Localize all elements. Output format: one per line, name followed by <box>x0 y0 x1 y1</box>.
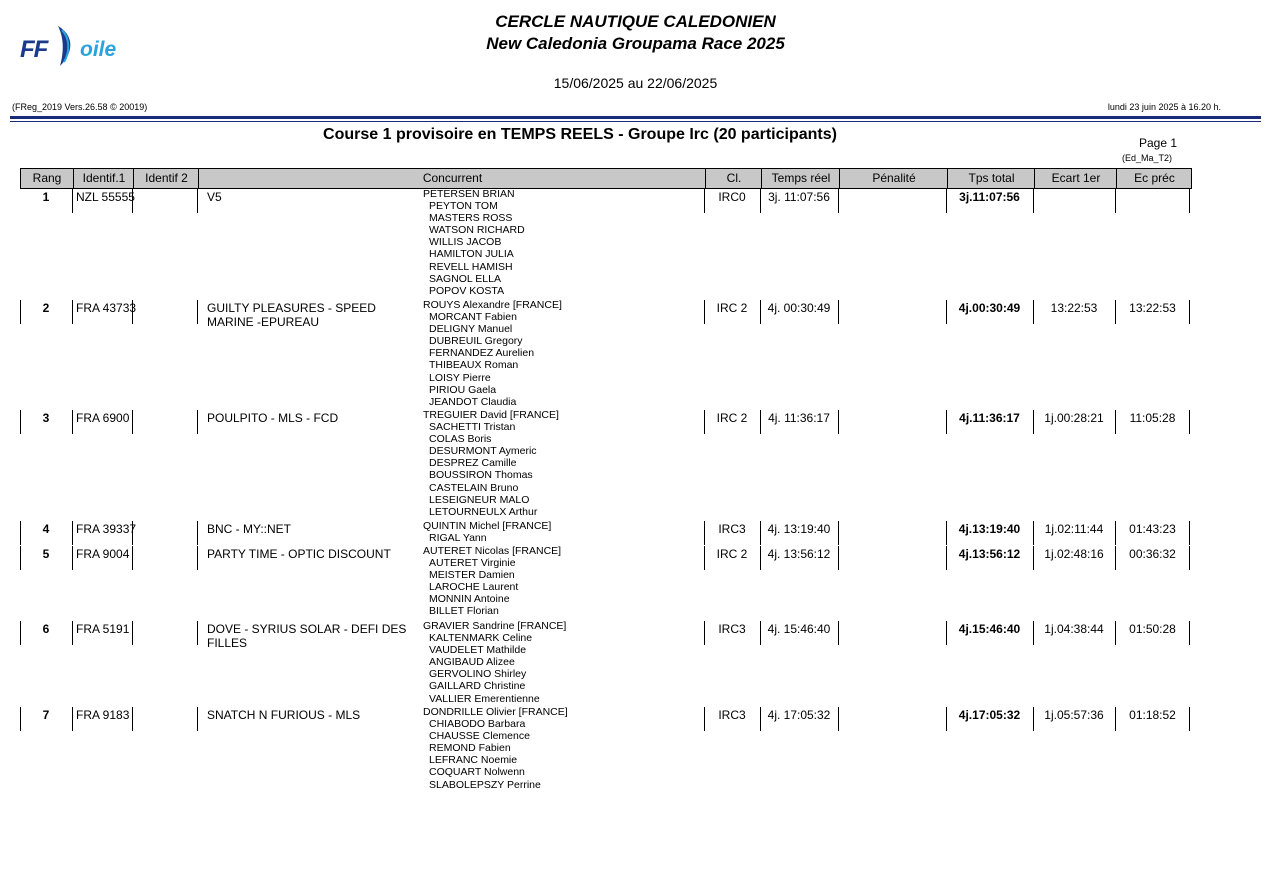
gap-first: 1j.02:11:44 <box>1044 522 1104 536</box>
total-time: 4j.15:46:40 <box>958 622 1021 636</box>
rank: 6 <box>42 622 50 636</box>
print-date: lundi 23 juin 2025 à 16.20 h. <box>1107 102 1221 112</box>
results-table-header <box>20 168 1192 189</box>
total-time: 3j.11:07:56 <box>959 190 1020 204</box>
edition-code: (Ed_Ma_T2) <box>1122 153 1173 163</box>
crew-list: TREGUIER David [FRANCE] SACHETTI Tristan COLAS Boris DESURMONT Aymeric DESPREZ Camille BOUSSIRON Thomas CASTELAIN Bruno LESEIGNEUR MALO LETOURNEULX Arthur <box>423 409 559 518</box>
boat-name: PARTY TIME - OPTIC DISCOUNT <box>207 547 391 561</box>
rank: 4 <box>42 522 50 536</box>
sail-number: FRA 5191 <box>76 622 130 636</box>
col-ec-prec: Ec préc <box>1116 169 1192 188</box>
header-rule-thin <box>10 121 1261 122</box>
rank: 2 <box>42 301 50 315</box>
rank: 7 <box>42 708 50 722</box>
total-time: 4j.00:30:49 <box>958 301 1021 315</box>
rank: 3 <box>42 411 50 425</box>
crew-list: ROUYS Alexandre [FRANCE] MORCANT Fabien DELIGNY Manuel DUBREUIL Gregory FERNANDEZ Aurelien THIBEAUX Roman LOISY Pierre PIRIOU Gaela JEANDOT Claudia <box>423 299 562 408</box>
rank: 1 <box>42 190 50 204</box>
real-time: 4j. 11:36:17 <box>768 411 830 425</box>
crew-list: QUINTIN Michel [FRANCE] RIGAL Yann <box>423 520 552 545</box>
class: IRC3 <box>718 708 746 722</box>
event-dates: 15/06/2025 au 22/06/2025 <box>553 75 718 91</box>
gap-previous: 01:18:52 <box>1129 708 1176 722</box>
crew-list: DONDRILLE Olivier [FRANCE] CHIABODO Barbara CHAUSSE Clemence REMOND Fabien LEFRANC Noemie COQUART Nolwenn SLABOLEPSZY Perrine <box>423 706 568 791</box>
gap-first: 13:22:53 <box>1050 301 1098 315</box>
gap-first: 1j.02:48:16 <box>1044 547 1104 561</box>
class: IRC 2 <box>716 411 748 425</box>
total-time: 4j.13:19:40 <box>958 522 1021 536</box>
class: IRC 2 <box>716 301 748 315</box>
real-time: 3j. 11:07:56 <box>768 190 830 204</box>
event-name: New Caledonia Groupama Race 2025 <box>486 34 785 53</box>
class: IRC3 <box>718 622 746 636</box>
boat-name: V5 <box>207 190 222 204</box>
crew-list: AUTERET Nicolas [FRANCE] AUTERET Virginie MEISTER Damien LAROCHE Laurent MONNIN Antoine BILLET Florian <box>423 545 562 618</box>
real-time: 4j. 00:30:49 <box>767 301 831 315</box>
col-concurrent: Concurrent <box>198 169 706 188</box>
sail-number: FRA 9183 <box>76 708 130 722</box>
logo-ff-text: FF <box>20 36 48 63</box>
col-temps-reel: Temps réel <box>761 169 840 188</box>
page-number: Page 1 <box>1139 136 1178 150</box>
sail-number: FRA 43733 <box>76 301 137 315</box>
gap-previous: 13:22:53 <box>1129 301 1176 315</box>
crew-list: PETERSEN BRIAN PEYTON TOM MASTERS ROSS WATSON RICHARD WILLIS JACOB HAMILTON JULIA REVELL HAMISH SAGNOL ELLA POPOV KOSTA <box>423 188 525 297</box>
software-version: (FReg_2019 Vers.26.58 © 20019) <box>12 102 148 112</box>
boat-name: SNATCH N FURIOUS - MLS <box>207 708 361 722</box>
course-title: Course 1 provisoire en TEMPS REELS - Groupe Irc (20 participants) <box>323 126 837 143</box>
boat-name: DOVE - SYRIUS SOLAR - DEFI DES FILLES <box>207 622 407 650</box>
boat-name: POULPITO - MLS - FCD <box>207 411 339 425</box>
sail-number: NZL 55555 <box>76 190 135 204</box>
real-time: 4j. 13:56:12 <box>767 547 831 561</box>
gap-previous: 11:05:28 <box>1129 411 1176 425</box>
real-time: 4j. 17:05:32 <box>767 708 831 722</box>
total-time: 4j.17:05:32 <box>958 708 1021 722</box>
col-class: Cl. <box>705 169 762 188</box>
sail-number: FRA 9004 <box>76 547 130 561</box>
gap-first: 1j.04:38:44 <box>1044 622 1104 636</box>
col-penalite: Pénalité <box>839 169 948 188</box>
sail-number: FRA 6900 <box>76 411 130 425</box>
col-identif1: Identif.1 <box>73 169 134 188</box>
col-ecart-1er: Ecart 1er <box>1034 169 1117 188</box>
crew-list: GRAVIER Sandrine [FRANCE] KALTENMARK Celine VAUDELET Mathilde ANGIBAUD Alizee GERVOLINO Shirley GAILLARD Christine VALLIER Emerentienne <box>423 620 567 705</box>
col-tps-total: Tps total <box>947 169 1035 188</box>
club-name: CERCLE NAUTIQUE CALEDONIEN <box>495 12 776 31</box>
logo-voile-text: oile <box>80 38 117 61</box>
gap-previous: 00:36:32 <box>1129 547 1176 561</box>
col-identif2: Identif 2 <box>133 169 199 188</box>
gap-first: 1j.00:28:21 <box>1044 411 1104 425</box>
class: IRC0 <box>718 190 746 204</box>
boat-name: GUILTY PLEASURES - SPEED MARINE -EPUREAU <box>207 301 376 329</box>
class: IRC3 <box>718 522 746 536</box>
gap-previous: 01:43:23 <box>1129 522 1176 536</box>
rank: 5 <box>42 547 50 561</box>
sail-number: FRA 39337 <box>76 522 137 536</box>
total-time: 4j.11:36:17 <box>959 411 1020 425</box>
real-time: 4j. 15:46:40 <box>767 622 831 636</box>
header-rule <box>10 116 1261 119</box>
real-time: 4j. 13:19:40 <box>767 522 831 536</box>
total-time: 4j.13:56:12 <box>958 547 1021 561</box>
col-rang: Rang <box>32 171 62 185</box>
gap-first: 1j.05:57:36 <box>1044 708 1104 722</box>
gap-previous: 01:50:28 <box>1129 622 1176 636</box>
boat-name: BNC - MY::NET <box>207 522 292 536</box>
class: IRC 2 <box>716 547 748 561</box>
